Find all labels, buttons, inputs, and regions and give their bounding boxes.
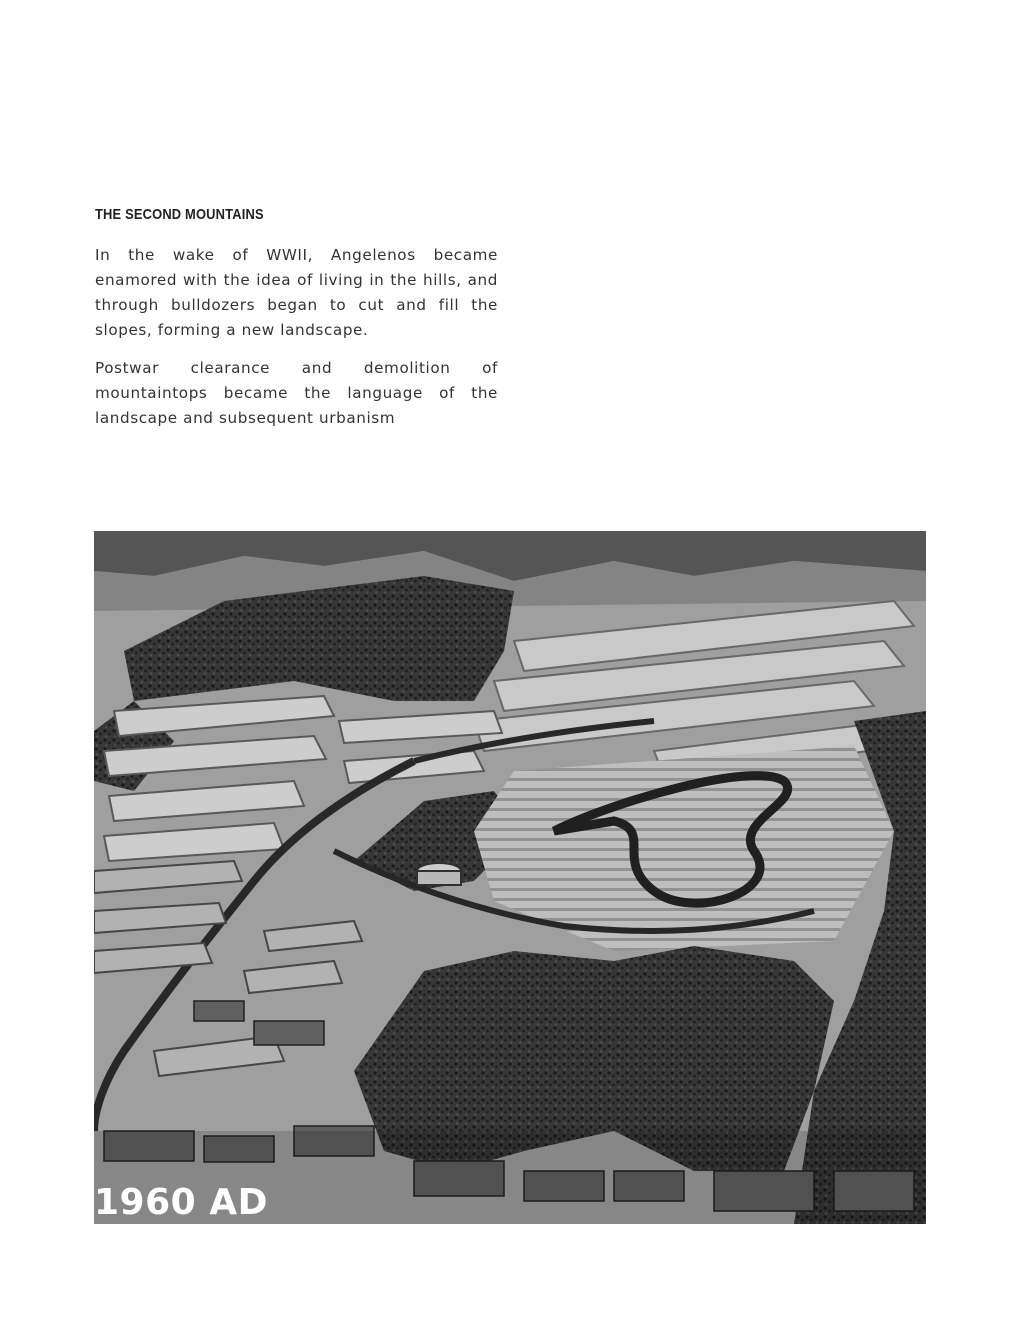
paragraph-2: Postwar clearance and demolition of mountaintops became the language of the landscape and subsequent urbanism xyxy=(95,359,498,427)
figure-caption: 1960 AD xyxy=(94,1182,268,1223)
paragraph-1: In the wake of WWII, Angelenos became enamored with the idea of living in the hills, and through bulldozers began to cut and fill the slopes, forming a new landscape. xyxy=(95,246,498,339)
section-heading: THE SECOND MOUNTAINS xyxy=(95,206,264,223)
body-text xyxy=(95,243,498,444)
aerial-photo xyxy=(94,531,926,1224)
terraced-hills-image xyxy=(94,531,926,1224)
